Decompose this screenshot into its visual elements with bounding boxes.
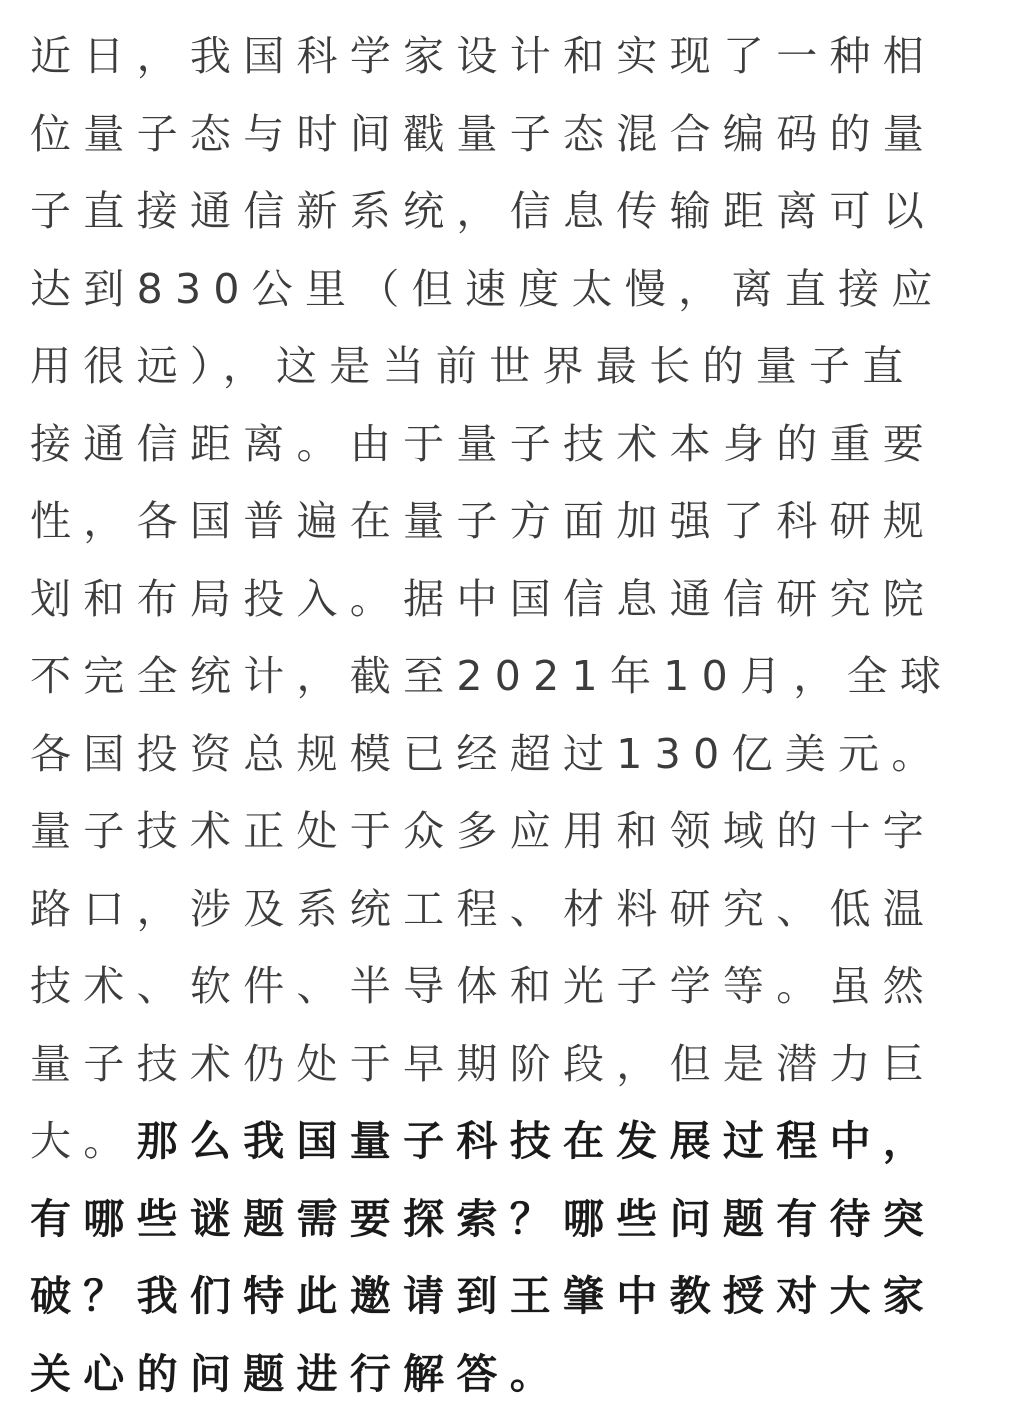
text-run: 近日，我国科学家设计和实现了一种相 [30,32,937,80]
bold-text-run: 那么我国量子科技在发展过程中， [136,1117,937,1165]
bold-text-run: 有哪些谜题需要探索？哪些问题有待突 [30,1194,937,1243]
text-run: 划和布局投入。据中国信息通信研究院 [30,574,937,623]
text-run: 大。 [30,1117,137,1165]
text-run: 接通信距离。由于量子技术本身的重要 [30,419,937,468]
text-run: 技术、软件、半导体和光子学等。虽然 [30,962,937,1010]
text-run: 子直接通信新系统，信息传输距离可以 [30,187,937,235]
text-line-11 [30,793,992,871]
text-run: 路口，涉及系统工程、材料研究、低温 [30,884,937,933]
text-line-16 [30,1181,992,1259]
text-line-17 [30,1258,992,1336]
text-line-2 [30,96,992,174]
text-line-18 [30,1336,992,1414]
text-run: 量子技术仍处于早期阶段，但是潜力巨 [30,1039,937,1088]
text-run: 各国投资总规模已经超过130亿美元。 [30,729,945,778]
bold-text-run: 关心的问题进行解答。 [30,1349,563,1398]
text-run: 不完全统计，截至2021年10月，全球 [30,652,954,700]
text-line-7 [30,483,992,561]
text-line-12 [30,871,992,949]
text-line-13 [30,948,992,1026]
text-line-15 [30,1103,992,1181]
text-line-1 [30,18,992,96]
text-run: 用很远），这是当前世界最长的量子直 [30,342,916,390]
text-line-3 [30,173,992,251]
bold-text-run: 破？我们特此邀请到王肇中教授对大家 [30,1272,937,1320]
text-line-4 [30,251,992,329]
text-line-10 [30,716,992,794]
text-run: 量子技术正处于众多应用和领域的十字 [30,807,937,855]
text-line-14 [30,1026,992,1104]
text-line-9 [30,638,992,716]
text-run: 达到830公里（但速度太慢，离直接应 [30,264,945,313]
article-body [30,18,992,1413]
text-run: 性，各国普遍在量子方面加强了科研规 [30,497,937,545]
text-line-5 [30,328,992,406]
text-run: 位量子态与时间戳量子态混合编码的量 [30,109,937,158]
text-line-8 [30,561,992,639]
text-line-6 [30,406,992,484]
